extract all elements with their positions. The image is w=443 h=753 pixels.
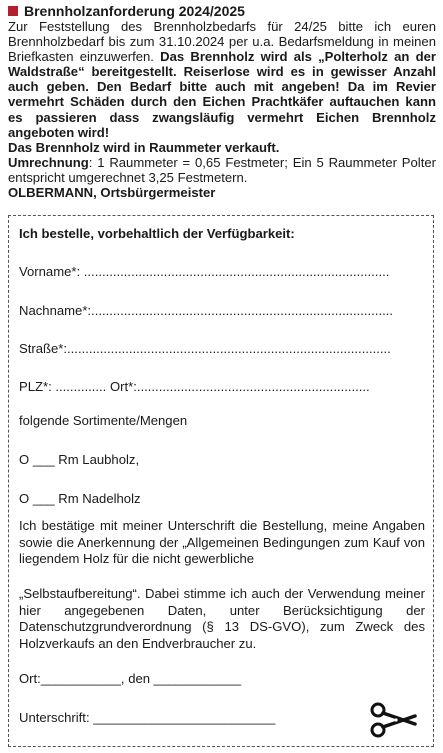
unterschrift-field[interactable]: Unterschrift: _________________________: [19, 710, 276, 725]
notice-bold-text: Das Brennholz wird als „Polterholz an der Waldstraße“ bereitgestellt. Reiserlose wird es in gewisser Anzahl auch geben. Den Bedarf bitte auch mit angeben! Da im Revier vermehrt Schäden durch den Eichen Prachtkäfer auftauchen kann es passieren dass zwangsläufig vermehrt Eichen Brennholz angeboten wird!: [8, 49, 436, 140]
umrechnung-label: Umrechnung: [8, 154, 89, 170]
order-form: [8, 215, 434, 747]
sortimente-label: folgende Sortimente/Mengen: [19, 413, 188, 428]
notice-signature: OLBERMANN, Ortsbürgermeister: [8, 185, 216, 201]
strasse-field[interactable]: Straße*:.........................................................................................: [19, 341, 391, 356]
notice-umrechnung: [8, 155, 436, 185]
red-square-bullet-icon: [8, 6, 18, 16]
scissors-icon: [369, 702, 419, 738]
notice-paragraph: [8, 19, 436, 140]
notice-title: [8, 3, 436, 19]
notice-block: [8, 3, 436, 200]
plz-ort-field[interactable]: PLZ*: .............. Ort*:................................................................: [19, 379, 370, 394]
umrechnung-text: : 1 Raummeter = 0,65 Festmeter; Ein 5 Raummeter Polter entspricht umgerechnet 3,25 Festmetern.: [8, 154, 436, 185]
ort-datum-field[interactable]: Ort:___________, den ____________: [19, 671, 242, 686]
nachname-field[interactable]: Nachname*:...................................................................................: [19, 303, 393, 318]
confirmation-text-2: „Selbstaufbereitung“. Dabei stimme ich auch der Verwendung meiner hier angegebenen Daten, unter Berücksichtigung der Datenschutzgrundverordnung (§ 13 DS-GVO), zum Zweck des Holzverkaufs an den Endverbraucher zu.: [19, 586, 425, 651]
notice-title-text: Brennholzanforderung 2024/2025: [24, 3, 245, 19]
nadelholz-option[interactable]: O ___ Rm Nadelholz: [19, 491, 141, 506]
notice-raummeter-line: Das Brennholz wird in Raummeter verkauft.: [8, 139, 280, 155]
laubholz-option[interactable]: O ___ Rm Laubholz,: [19, 452, 140, 467]
confirmation-text-1: Ich bestätige mit meiner Unterschrift die Bestellung, meine Angaben sowie die Anerkennung der „Allgemeinen Bedingungen zum Kauf von liegendem Holz für die nicht gewerbliche: [19, 518, 425, 566]
form-heading: Ich bestelle, vorbehaltlich der Verfügbarkeit:: [19, 226, 295, 241]
notice-intro: Zur Feststellung des Brennholzbedarfs für 24/25 bitte ich euren Brennholzbedarf bis zum 31.10.2024 per u.a. Bedarfsmeldung in meinen Briefkasten einzuwerfen.: [8, 19, 436, 65]
vorname-field[interactable]: Vorname*: ....................................................................................: [19, 264, 390, 279]
